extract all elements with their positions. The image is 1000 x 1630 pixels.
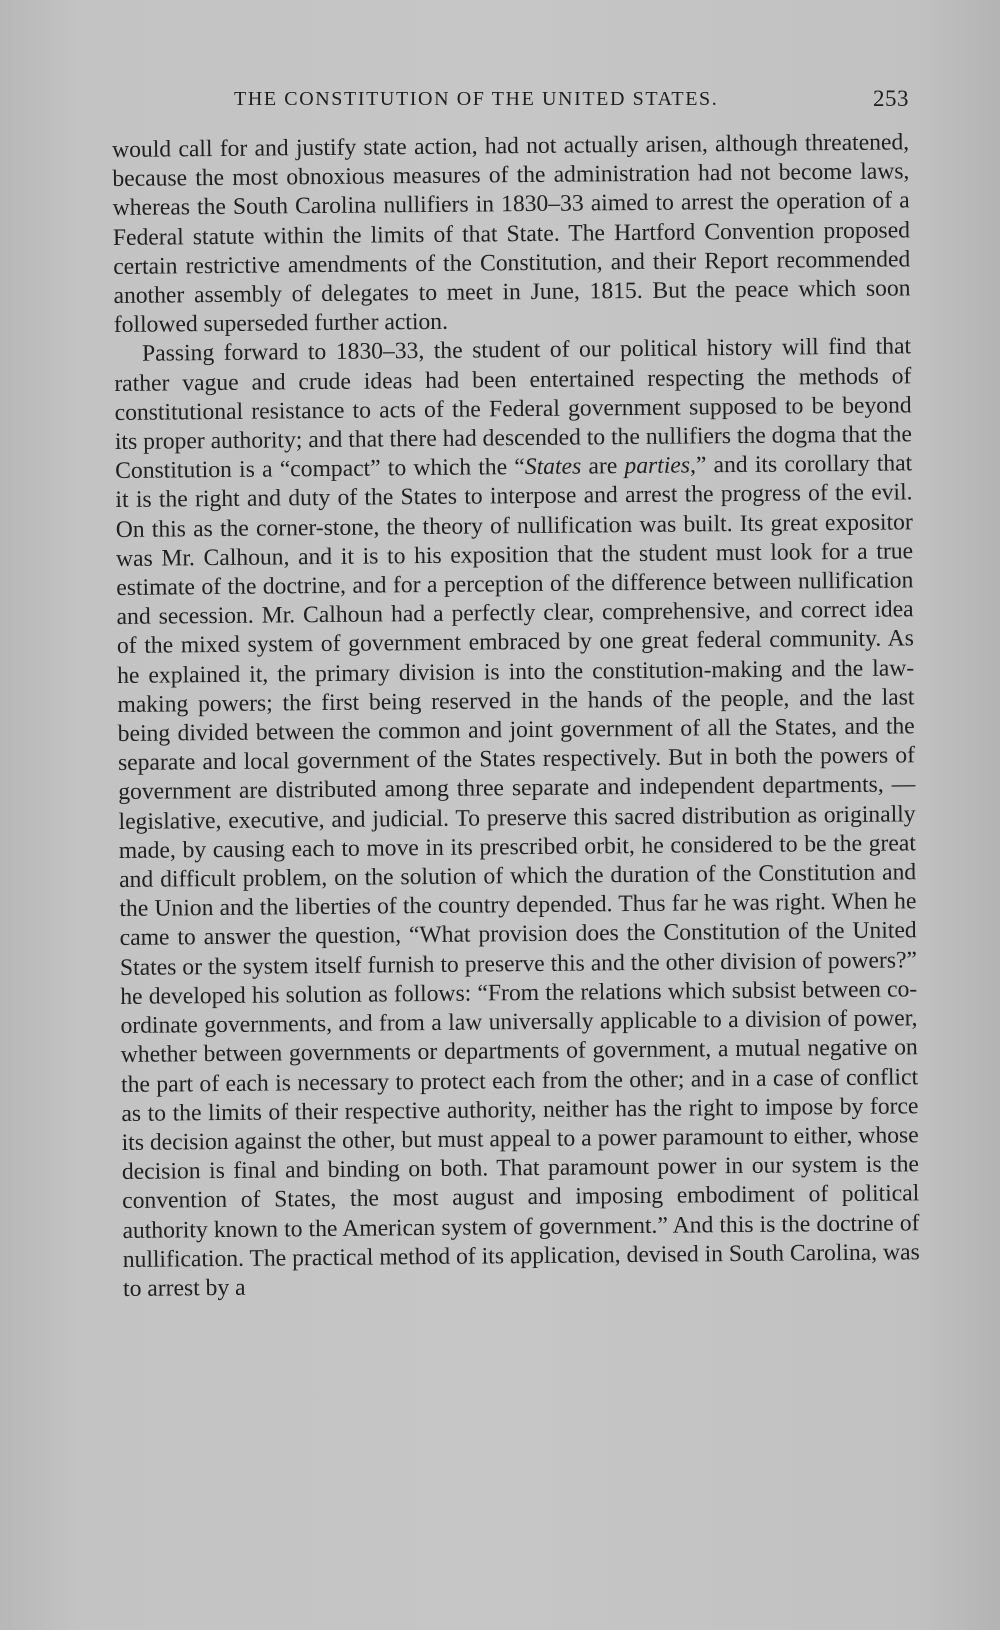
paragraph-2 [114, 333, 920, 1304]
paragraph-2-text-c: ,” and its corollary that it is the right and duty of the States to interpose and arrest the progress of the evil. On this as the corner-stone, the theory of nullification was built. Its great expositor was Mr. Calhoun, and it is to his exposition that the student must look for a true estimate of the doctrine, and for a perception of the difference between nullification and secession. Mr. Calhoun had a perfectly clear, comprehensive, and correct idea of the mixed system of government embraced by one great federal community. As he explained it, the primary division is into the constitution-making and the law-making powers; the first being reserved in the hands of the people, and the last being divided between the common and joint government of all the States, and the separate and local government of the States respectively. But in both the powers of government are distributed among three separate and independent departments, — legislative, executive, and judicial. To preserve this sacred distribution as originally made, by causing each to move in its prescribed orbit, he considered to be the great and difficult problem, on the solution of which the duration of the Constitution and the Union and the liberties of the country depended. Thus far he was right. When he came to answer the question, “What provision does the Constitution of the United States or the system itself furnish to preserve this and the other division of powers?” he developed his solution as follows: “From the relations which subsist between co-ordinate governments, and from a law universally applicable to a division of power, whether between governments or departments of government, a mutual negative on the part of each is necessary to protect each from the other; and in a case of conflict as to the limits of their respective authority, neither has the right to impose by force its decision against the other, but must appeal to a power paramount to either, whose decision is final and binding on both. That paramount power in our system is the convention of States, the most august and imposing embodiment of political authority known to the American system of government.” And this is the doctrine of nullification. The practical method of its application, devised in South Carolina, was to arrest by a [115, 450, 920, 1302]
page-number: 253 [873, 86, 909, 111]
paragraph-2-text-b: are [581, 453, 625, 480]
body-text [112, 128, 920, 1304]
italic-parties: parties [624, 452, 691, 480]
paragraph-2-text-a: Passing forward to 1830–33, the student of our political history will find that rather vague and crude ideas had been entertained respecting the methods of constitutional resistance to acts of the Federal government supposed to be beyond its proper authority; and that there had descended to the nullifiers the dogma that the Constitution is a “compact” to which the “ [114, 333, 913, 485]
running-head [112, 84, 909, 118]
paragraph-1: would call for and justify state action, had not actually arisen, although threatened, because the most obnoxious measures of the administration had not become laws, whereas the South Carolina nullifiers in 1830–33 aimed to arrest the operation of a Federal statute within the limits of that State. The Hartford Convention proposed certain restrictive amendments of the Constitution, and their Report recommended another assembly of delegates to meet in June, 1815. But the peace which soon followed superseded further action. [112, 129, 911, 339]
page-title: THE CONSTITUTION OF THE UNITED STATES. [234, 88, 719, 110]
italic-states: States [524, 453, 582, 481]
